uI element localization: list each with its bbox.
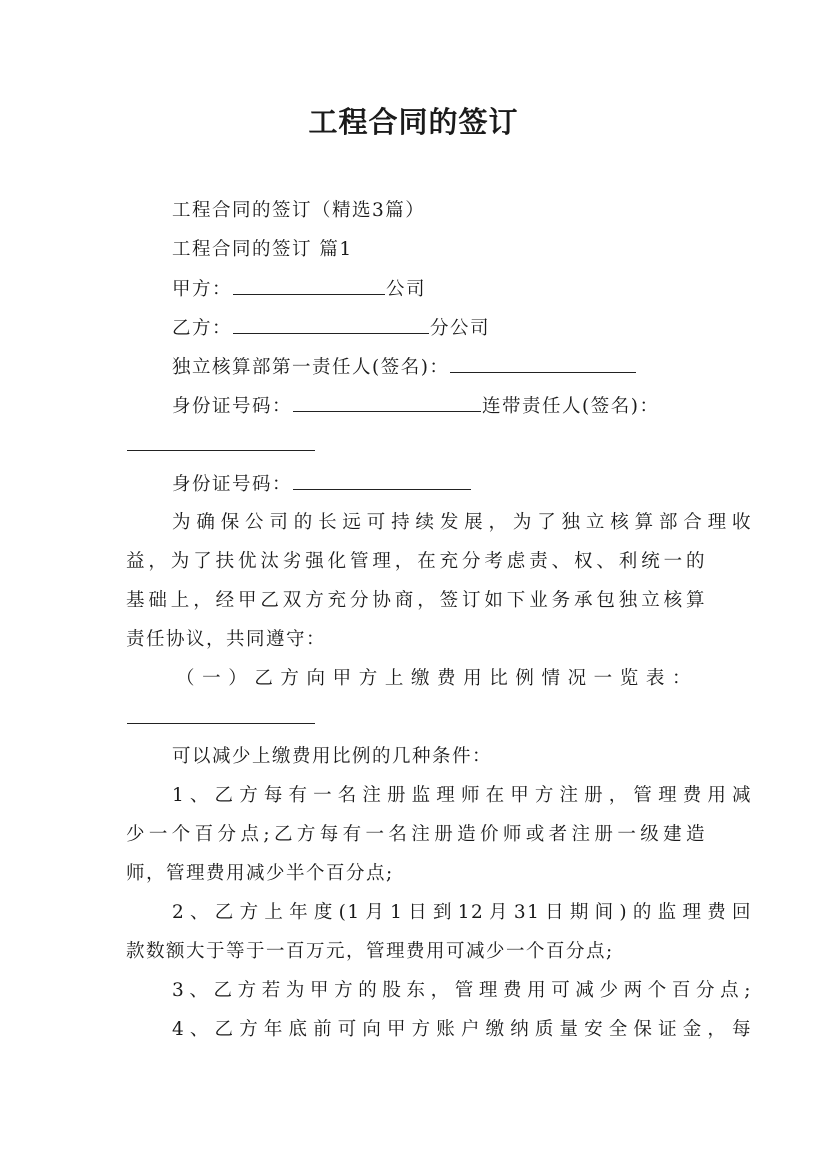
document-title: 工程合同的签订 — [308, 105, 519, 139]
party-a-label: 甲方： — [172, 279, 233, 300]
responsible-label: 独立核算部第一责任人(签名)： — [172, 357, 450, 378]
item1-line: 少一个百分点;乙方每有一名注册造价师或者注册一级建造 — [126, 824, 706, 845]
item2-line: 2、乙方上年度(1月1日到12月31日期间)的监理费回 — [172, 902, 752, 923]
subtitle: 工程合同的签订（精选3篇） — [172, 200, 426, 221]
id-blank — [293, 393, 481, 412]
responsible-line — [126, 354, 752, 381]
intro-line: 基础上，经甲乙双方充分协商，签订如下业务承包独立核算 — [126, 590, 706, 611]
party-b-label: 乙方： — [172, 318, 233, 339]
item4-line: 4、乙方年底前可向甲方账户缴纳质量安全保证金，每 — [172, 1019, 752, 1040]
item1-line: 1、乙方每有一名注册监理师在甲方注册，管理费用减 — [172, 785, 752, 806]
joint-blank — [127, 432, 315, 451]
id-joint-line — [126, 393, 752, 420]
party-b-suffix: 分公司 — [430, 318, 491, 339]
responsible-blank — [450, 354, 636, 373]
intro-line: 为确保公司的长远可持续发展，为了独立核算部合理收 — [172, 512, 752, 533]
clause-one-blank-line — [126, 705, 706, 732]
id-blank-2 — [293, 471, 471, 490]
item2-line: 款数额大于等于一百万元，管理费用可减少一个百分点; — [126, 941, 614, 962]
id-label-2: 身份证号码： — [172, 474, 293, 495]
clause-one: （一）乙方向甲方上缴费用比例情况一览表： — [176, 668, 692, 689]
intro-line: 责任协议，共同遵守： — [126, 629, 327, 650]
clause-one-blank — [127, 705, 315, 724]
conditions-heading: 可以减少上缴费用比例的几种条件： — [172, 746, 493, 767]
party-a-blank — [233, 276, 385, 295]
item3-line: 3、乙方若为甲方的股东，管理费用可减少两个百分点; — [172, 980, 752, 1001]
id-line-2 — [126, 471, 752, 498]
party-b-line — [126, 315, 752, 342]
joint-label: 连带责任人(签名)： — [482, 396, 660, 417]
party-b-blank — [233, 315, 429, 334]
joint-blank-line — [126, 432, 706, 459]
item1-line: 师，管理费用减少半个百分点; — [126, 863, 394, 884]
intro-line: 益，为了扶优汰劣强化管理，在充分考虑责、权、利统一的 — [126, 551, 706, 572]
id-label: 身份证号码： — [172, 396, 293, 417]
party-a-line — [126, 276, 752, 303]
party-a-suffix: 公司 — [386, 279, 427, 300]
section-heading: 工程合同的签订 篇1 — [172, 239, 353, 260]
